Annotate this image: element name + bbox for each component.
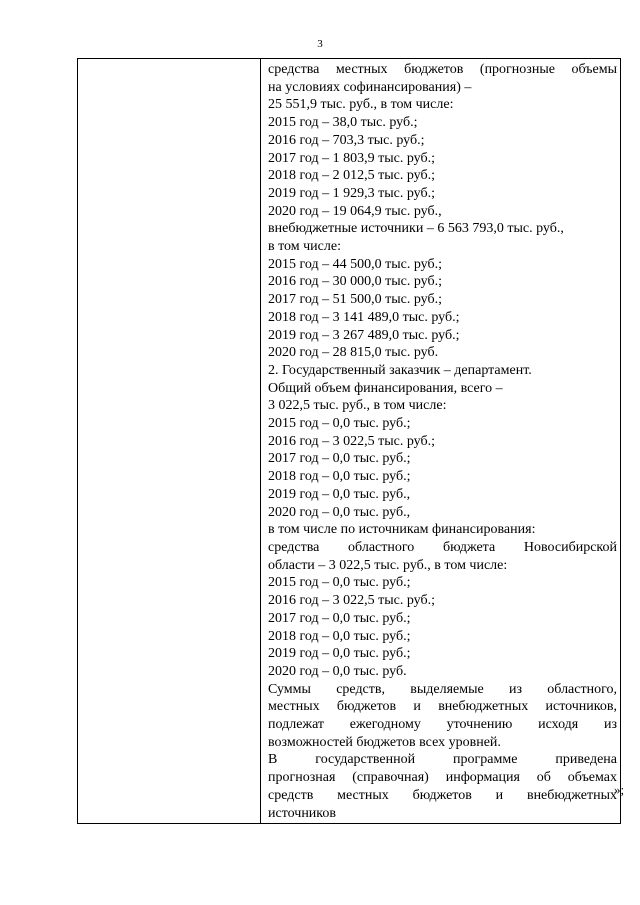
content-lines — [268, 61, 617, 822]
text-line: в том числе: — [268, 239, 341, 255]
content-cell — [261, 59, 621, 824]
text-line: 2018 год – 3 141 489,0 тыс. руб.; — [268, 309, 460, 325]
text-line: местных бюджетов и внебюджетных источников, — [268, 699, 617, 715]
text-line: 2017 год – 0,0 тыс. руб.; — [268, 451, 411, 467]
text-line: подлежат ежегодному уточнению исходя из — [268, 717, 617, 733]
text-line: 2018 год – 2 012,5 тыс. руб.; — [268, 168, 435, 184]
text-line: 2015 год – 0,0 тыс. руб.; — [268, 416, 411, 432]
text-line: 2015 год – 44 500,0 тыс. руб.; — [268, 256, 442, 272]
text-line: 2017 год – 1 803,9 тыс. руб.; — [268, 150, 435, 166]
program-passport-table — [77, 58, 621, 824]
text-line: средства местных бюджетов (прогнозные объемы — [268, 62, 617, 77]
text-line: 2020 год – 19 064,9 тыс. руб., — [268, 203, 442, 219]
text-line: 2017 год – 51 500,0 тыс. руб.; — [268, 292, 442, 308]
text-line: 2020 год – 0,0 тыс. руб. — [268, 663, 407, 679]
text-line: Суммы средств, выделяемые из областного, — [268, 681, 617, 697]
text-line: 2018 год – 0,0 тыс. руб.; — [268, 628, 411, 644]
text-line: внебюджетные источники – 6 563 793,0 тыс. руб., — [268, 221, 564, 237]
text-line: в том числе по источникам финансирования: — [268, 522, 536, 538]
text-line: 2018 год – 0,0 тыс. руб.; — [268, 469, 411, 485]
text-line: источников — [268, 805, 337, 821]
text-line: 2017 год – 0,0 тыс. руб.; — [268, 610, 411, 626]
text-line: средств местных бюджетов и внебюджетных — [268, 787, 617, 803]
text-line: 2016 год – 3 022,5 тыс. руб.; — [268, 433, 435, 449]
text-line: 25 551,9 тыс. руб., в том числе: — [268, 97, 454, 113]
text-line: 2019 год – 3 267 489,0 тыс. руб.; — [268, 327, 460, 343]
text-line: на условиях софинансирования) – — [268, 79, 472, 95]
text-line: средства областного бюджета Новосибирской — [268, 539, 617, 555]
closing-quote-mark: »; — [614, 782, 625, 797]
label-cell — [78, 59, 261, 824]
page-number: 3 — [317, 38, 323, 50]
text-line: 2020 год – 28 815,0 тыс. руб. — [268, 345, 439, 361]
text-line: Общий объем финансирования, всего – — [268, 380, 503, 396]
text-line: 2016 год – 30 000,0 тыс. руб.; — [268, 274, 442, 290]
text-line: 2015 год – 0,0 тыс. руб.; — [268, 575, 411, 591]
text-line: В государственной программе приведена — [268, 752, 617, 768]
text-line: 2016 год – 3 022,5 тыс. руб.; — [268, 593, 435, 609]
text-line: возможностей бюджетов всех уровней. — [268, 734, 501, 750]
text-line: области – 3 022,5 тыс. руб., в том числе: — [268, 557, 508, 573]
text-line: 2019 год – 0,0 тыс. руб., — [268, 486, 411, 502]
text-line: 2019 год – 0,0 тыс. руб.; — [268, 646, 411, 662]
text-line: 3 022,5 тыс. руб., в том числе: — [268, 398, 447, 414]
text-line: 2015 год – 38,0 тыс. руб.; — [268, 115, 418, 131]
text-line: 2020 год – 0,0 тыс. руб., — [268, 504, 411, 520]
text-line: 2. Государственный заказчик – департамент. — [268, 362, 532, 378]
text-line: 2019 год – 1 929,3 тыс. руб.; — [268, 185, 435, 201]
text-line: 2016 год – 703,3 тыс. руб.; — [268, 132, 425, 148]
table-row — [78, 59, 621, 824]
text-line: прогнозная (справочная) информация об объемах — [268, 770, 617, 786]
